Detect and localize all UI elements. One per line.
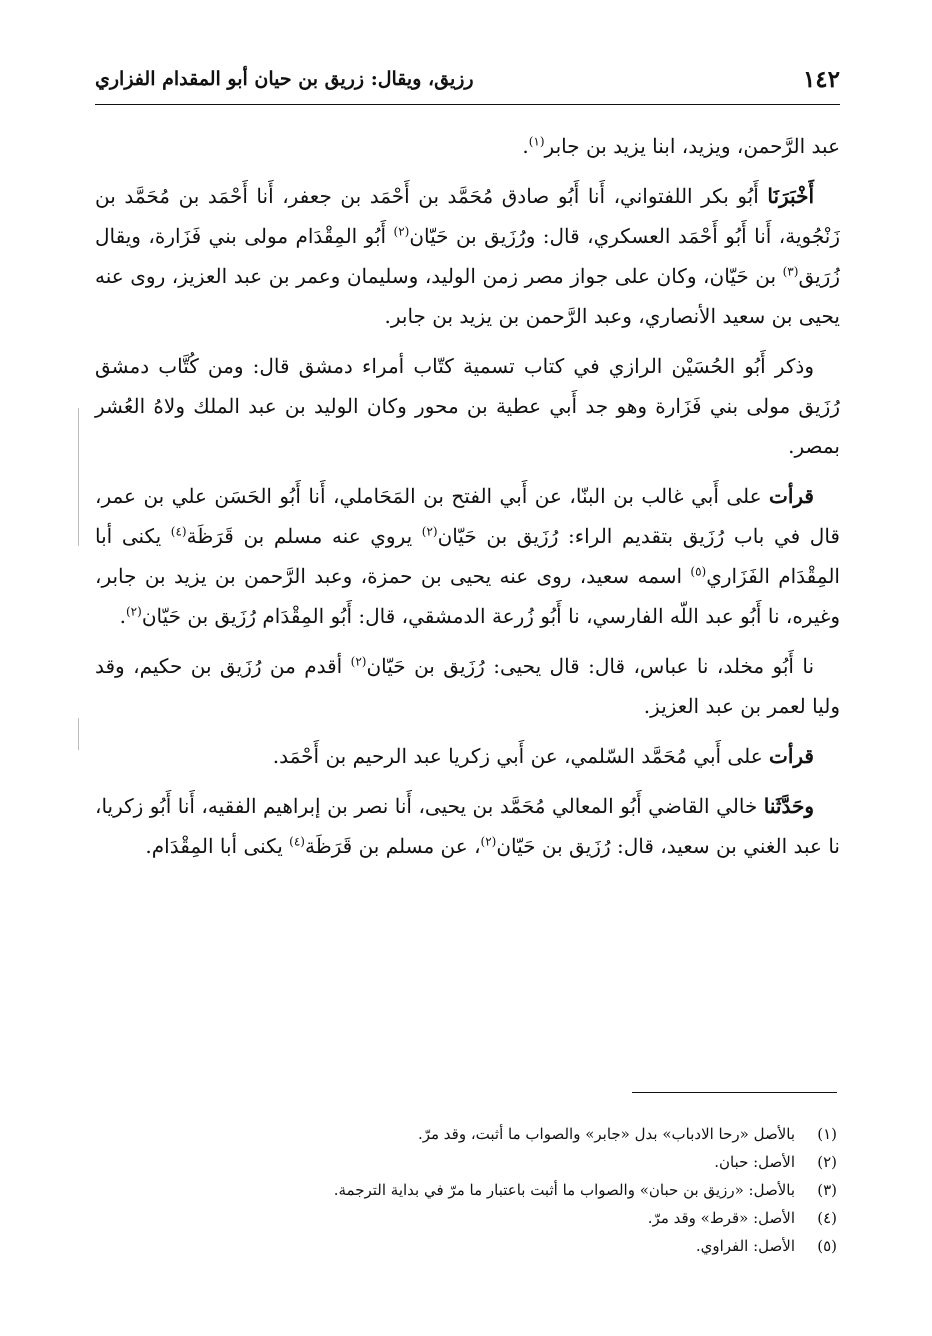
paragraph-text: أقدم من رُزَيق بن حكيم، وقد وليا لعمر بن عبد العزيز. (95, 654, 840, 718)
running-title: رزيق، ويقال: زريق بن حيان أبو المقدام الفزاري (95, 68, 474, 90)
paragraph-text: على أَبي مُحَمَّد السّلمي، عن أَبي زكريا عبد الرحيم بن أَحْمَد. (272, 744, 770, 768)
paragraph-text: بن حَيّان، وكان على جواز مصر زمن الوليد، وسليمان وعمر بن عبد العزيز، روى عنه يحيى بن سعيد الأنصاري، وعبد الرَّحمن بن يزيد بن جابر. (95, 264, 840, 328)
footnote-ref: (٥) (690, 564, 707, 579)
paragraph-text: عبد الرَّحمن، ويزيد، ابنا يزيد بن جابر (544, 134, 840, 158)
paragraph-text: أَبُو المِقْدَام مولى بني فَزَارة، ويقال زُرَيق (95, 224, 840, 288)
paragraph-text: نا أَبُو مخلد، نا عباس، قال: قال يحيى: رُزَيق بن حَيّان (366, 654, 815, 678)
header-rule (95, 104, 840, 105)
paragraph-lead: قرأت (769, 484, 814, 508)
paragraph-3 (95, 346, 840, 466)
paragraph-lead: وحَدَّثَنا (763, 794, 814, 818)
footnote-text: الأصل: «قرط» وقد مرّ. (647, 1209, 795, 1227)
paragraph-text: . (119, 604, 126, 628)
paragraph-1 (95, 126, 840, 166)
paragraph-text: أَبُو بكر اللفتواني، أَنا أَبُو صادق مُحَمَّد بن أَحْمَد بن جعفر، أَنا أَحْمَد بن مُحَمَّد بن زَنْجُوية، أَنا أَبُو أَحْمَد العسكري، قال: ورُزَيق بن حَيّان (95, 184, 840, 248)
footnote-ref: (٢) (125, 604, 142, 619)
paragraph-7 (95, 786, 840, 866)
footnote-number: (٥) (817, 1237, 837, 1255)
paragraph-lead: قرأت (769, 744, 814, 768)
margin-mark (78, 718, 79, 750)
footnote-item (92, 1176, 837, 1204)
footnote-item (92, 1120, 837, 1148)
paragraph-lead: أَخْبَرَنَا (767, 184, 814, 208)
footnote-text: بالأصل «رحا الادباب» بدل «جابر» والصواب ما أثبت، وقد مرّ. (417, 1125, 795, 1143)
footnote-item (92, 1232, 837, 1260)
paragraph-text: اسمه سعيد، روى عنه يحيى بن حمزة، وعبد الرَّحمن بن يزيد بن جابر، وغيره، نا أَبُو عبد اللّه الفارسي، نا أَبُو زُرعة الدمشقي، قال: أَبُو المِقْدَام رُزَيق بن حَيّان (95, 564, 840, 628)
footnote-item (92, 1148, 837, 1176)
paragraph-text: يكنى أبا المِقْدَام. (145, 834, 290, 858)
paragraph-text: يروي عنه مسلم بن قَرَظَة (186, 524, 422, 548)
paragraph-text: . (522, 134, 529, 158)
footnote-item (92, 1204, 837, 1232)
paragraph-5 (95, 646, 840, 726)
footnote-ref: (٢) (421, 524, 438, 539)
footnote-ref: (٤) (289, 834, 305, 849)
page-header (95, 60, 840, 98)
page-number: ١٤٢ (802, 65, 840, 93)
paragraph-text: خالي القاضي أَبُو المعالي مُحَمَّد بن يحيى، أَنا نصر بن إبراهيم الفقيه، أَنا أَبُو زكريا، نا عبد الغني بن سعيد، قال: رُزَيق بن حَيّان (95, 794, 840, 858)
main-text (95, 126, 840, 876)
footnote-number: (١) (817, 1125, 837, 1143)
footnote-rule (632, 1092, 837, 1093)
paragraph-2 (95, 176, 840, 336)
footnote-ref: (٢) (350, 654, 367, 669)
footnote-number: (٢) (817, 1153, 837, 1171)
footnotes (92, 1120, 837, 1260)
footnote-number: (٣) (817, 1181, 837, 1199)
footnote-ref: (٢) (480, 834, 497, 849)
paragraph-6 (95, 736, 840, 776)
footnote-ref: (٣) (782, 264, 799, 279)
paragraph-4 (95, 476, 840, 636)
footnote-number: (٤) (817, 1209, 837, 1227)
footnote-text: الأصل: حبان. (714, 1153, 795, 1171)
footnote-ref: (١) (528, 134, 545, 149)
footnote-text: الأصل: الفراوي. (695, 1237, 795, 1255)
footnote-text: بالأصل: «رزيق بن حبان» والصواب ما أثبت باعتبار ما مرّ في بداية الترجمة. (333, 1181, 795, 1199)
paragraph-text: وذكر أَبُو الحُسَيْن الرازي في كتاب تسمية كتّاب أمراء دمشق قال: ومن كُتَّاب دمشق رُزَيق مولى بني فَزَارة وهو جد أَبي عطية بن محور وكان الوليد بن عبد الملك ولاهُ العُشر بمصر. (95, 354, 840, 458)
paragraph-text: على أَبي غالب بن البنّا، عن أَبي الفتح بن المَحَاملي، أَنا أَبُو الحَسَن علي بن عمر، قال في باب رُزَيق بتقديم الراء: رُزَيق بن حَيّان (95, 484, 840, 548)
paragraph-text: ، عن مسلم بن قَرَظَة (304, 834, 481, 858)
footnote-ref: (٢) (393, 224, 410, 239)
paragraph-text: يكنى أبا المِقْدَام الفَزَاري (95, 524, 840, 588)
margin-mark (78, 408, 79, 546)
footnote-ref: (٤) (170, 524, 187, 539)
